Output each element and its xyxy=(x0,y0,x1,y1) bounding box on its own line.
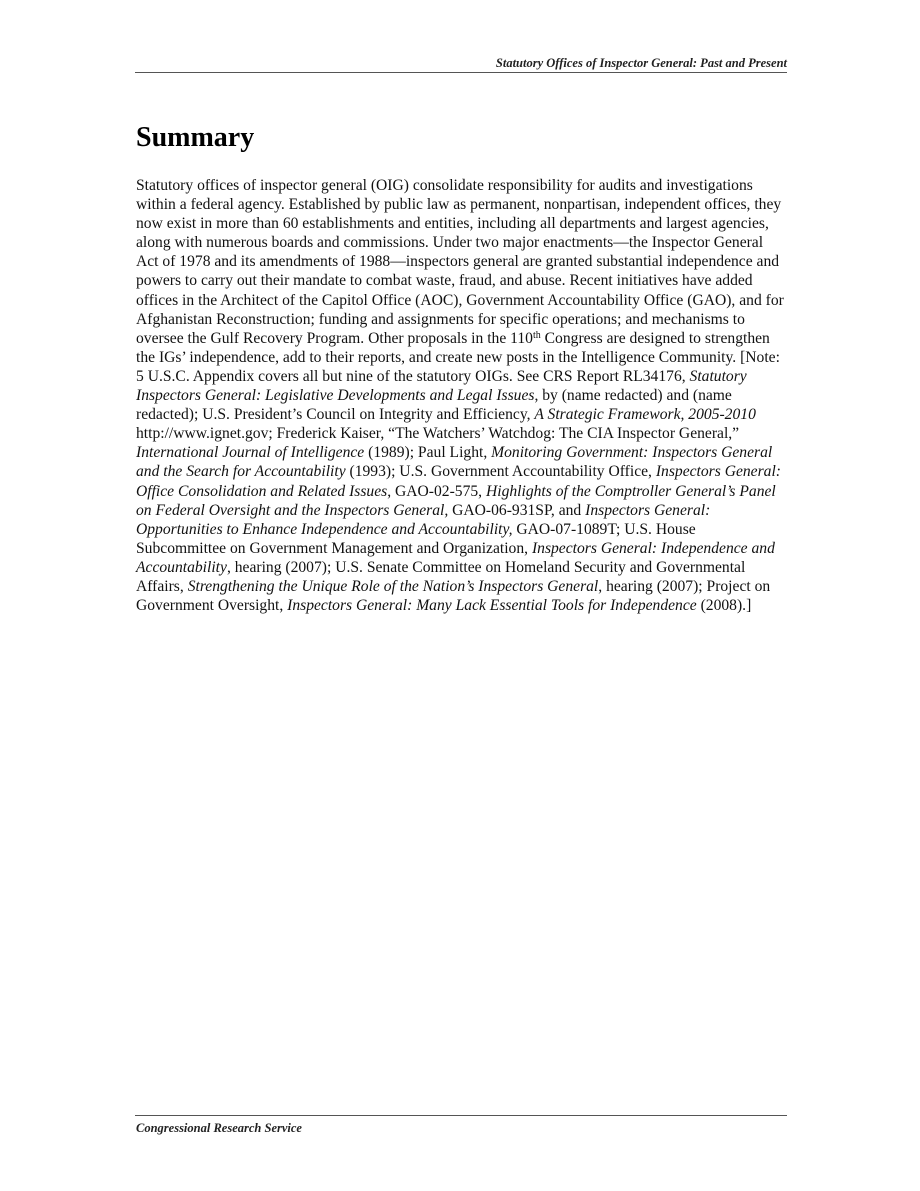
citation-title: Strengthening the Unique Role of the Nation’s Inspectors General xyxy=(187,577,599,595)
summary-text: , hearing (2007); U.S. Senate Committee on Homeland Security and Governmental Affairs, xyxy=(136,558,746,595)
citation-title: International Journal of Intelligence xyxy=(136,444,365,462)
summary-text: , hearing (2007); Project on Government Oversight, xyxy=(136,577,771,615)
summary-text: (1989); Paul Light, xyxy=(364,444,492,462)
summary-text: , by (name redacted) and (name redacted); U.S. President’s Council on Integrity and Efficiency, xyxy=(136,387,732,424)
summary-text: Statutory offices of inspector general (OIG) consolidate responsibility for audits and investigations within a federal agency. Established by public law as permanent, nonpartisan, independent offices, they now exist in more than 60 establishments and entities, including all departments and largest agencies, along with numerous boards and commissions. Under two major enactments—the Inspector General Act of 1978 and its amendments of 1988—inspectors general are granted substantial independence and powers to carry out their mandate to combat waste, fraud, and abuse. Recent initiatives have added offices in the Architect of the Capitol Office (AOC), Government Accountability Office (GAO), and for Afghanistan Reconstruction; funding and assignments for specific operations; and mechanisms to oversee the Gulf Recovery Program. Other proposals in the 110 xyxy=(136,177,784,347)
summary-text: (1993); U.S. Government Accountability Office, xyxy=(345,463,656,481)
summary-text: GAO-06-931SP, and xyxy=(448,501,586,519)
citation-title: Highlights of the Comptroller General’s Panel on Federal Oversight and the Inspectors General, xyxy=(136,482,776,519)
footer-rule xyxy=(135,1115,787,1116)
citation-title: Inspectors General: Opportunities to Enhance Independence and Accountability, xyxy=(136,501,711,538)
summary-text: , GAO-02-575, xyxy=(387,482,486,500)
citation-title: Inspectors General: Office Consolidation and Related Issues xyxy=(136,463,781,500)
citation-title: Inspectors General: Many Lack Essential Tools for Independence xyxy=(287,597,697,615)
citation-title: A Strategic Framework, 2005-2010 xyxy=(534,406,756,424)
summary-text: http://www.ignet.gov; Frederick Kaiser, “The Watchers’ Watchdog: The CIA Inspector General,” xyxy=(136,425,740,443)
summary-text: (2008).] xyxy=(696,597,752,615)
running-footer: Congressional Research Service xyxy=(136,1121,302,1135)
header-rule xyxy=(135,72,787,73)
ordinal-superscript: th xyxy=(532,329,541,341)
summary-text: GAO-07-1089T; U.S. House Subcommittee on Government Management and Organization, xyxy=(136,520,696,557)
running-header: Statutory Offices of Inspector General: Past and Present xyxy=(495,56,787,70)
citation-title: Inspectors General: Independence and Accountability xyxy=(136,539,775,576)
citation-title: Monitoring Government: Inspectors General and the Search for Accountability xyxy=(136,444,773,481)
citation-title: Statutory Inspectors General: Legislative Developments and Legal Issues xyxy=(136,367,747,405)
summary-paragraph xyxy=(136,176,786,615)
section-title: Summary xyxy=(136,122,255,153)
summary-text: Congress are designed to strengthen the IGs’ independence, add to their reports, and create new posts in the Intelligence Community. [Note: 5 U.S.C. Appendix covers all but nine of the statutory OIGs. See CRS Report RL34176, xyxy=(136,329,780,385)
